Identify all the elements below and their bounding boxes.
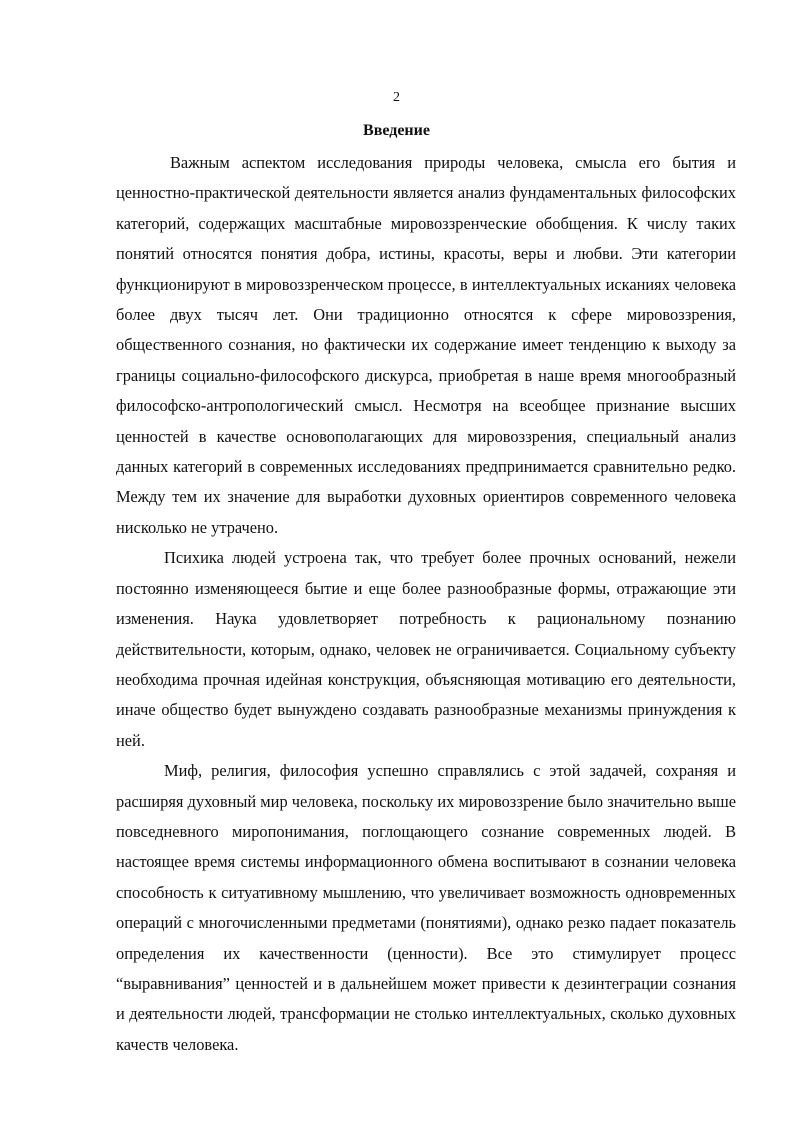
body-text bbox=[116, 148, 736, 1060]
section-title: Введение bbox=[363, 122, 430, 139]
page-number: 2 bbox=[393, 90, 400, 105]
paragraph-2: Психика людей устроена так, что требует более прочных оснований, нежели постоянно изменяющееся бытие и еще более разнообразные формы, отражающие эти изменения. Наука удовлетворяет потребность к рациональному познанию действительности, которым, однако, человек не ограничивается. Социальному субъекту необходима прочная идейная конструкция, объясняющая мотивацию его деятельности, иначе общество будет вынуждено создавать разнообразные механизмы принуждения к ней. bbox=[116, 548, 736, 750]
paragraph-1: Важным аспектом исследования природы человека, смысла его бытия и ценностно-практической деятельности является анализ фундаментальных философских категорий, содержащих масштабные мировоззренческие обобщения. К числу таких понятий относятся понятия добра, истины, красоты, веры и любви. Эти категории функционируют в мировоззренческом процессе, в интеллектуальных исканиях человека более двух тысяч лет. Они традиционно относятся к сфере мировоззрения, общественного сознания, но фактически их содержание имеет тенденцию к выходу за границы социально-философского дискурса, приобретая в наше время многообразный философско-антропологический смысл. Несмотря на всеобщее признание высших ценностей в качестве основополагающих для мировоззрения, специальный анализ данных категорий в современных исследованиях предпринимается сравнительно редко. Между тем их значение для выработки духовных ориентиров современного человека нисколько не утрачено. bbox=[116, 153, 736, 537]
paragraph-3: Миф, религия, философия успешно справлялись с этой задачей, сохраняя и расширяя духовный мир человека, поскольку их мировоззрение было значительно выше повседневного миропонимания, поглощающего сознание современных людей. В настоящее время системы информационного обмена воспитывают в сознании человека способность к ситуативному мышлению, что увеличивает возможность одновременных операций с многочисленными предметами (понятиями), однако резко падает показатель определения их качественности (ценности). Все это стимулирует процесс “выравнивания” ценностей и в дальнейшем может привести к дезинтеграции сознания и деятельности людей, трансформации не столько интеллектуальных, сколько духовных качеств человека. bbox=[116, 761, 736, 1054]
